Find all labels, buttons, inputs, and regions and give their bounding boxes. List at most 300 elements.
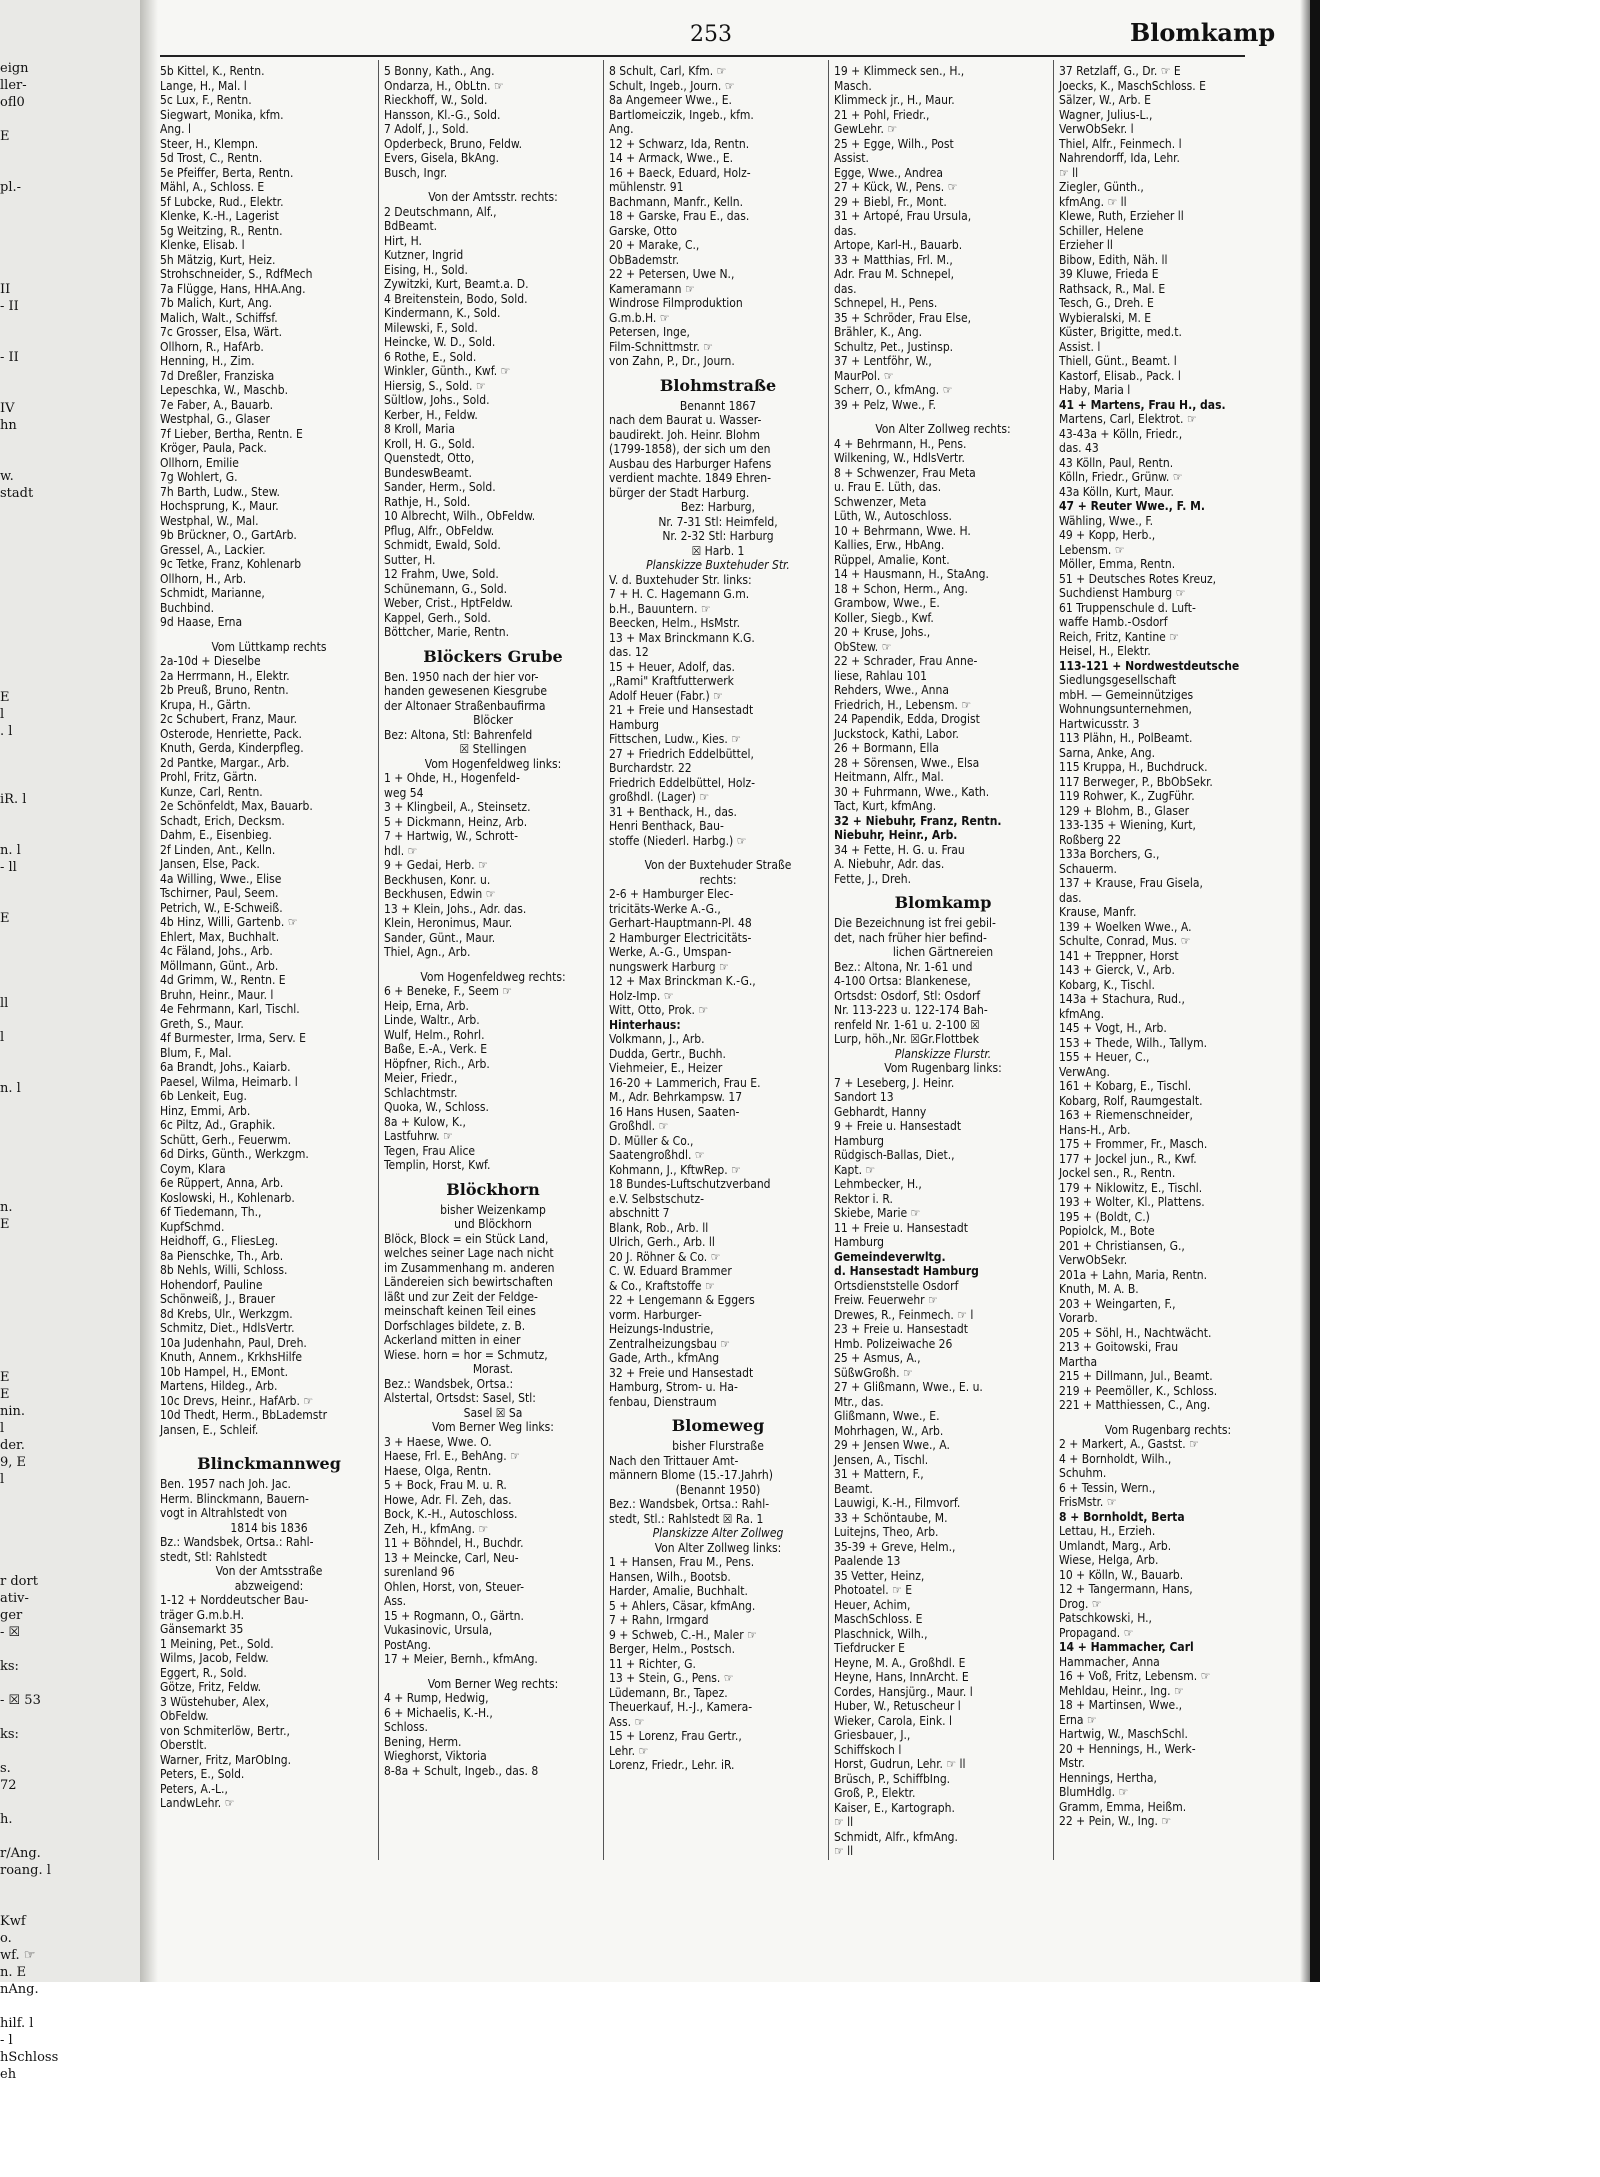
directory-entry-line: 20 + Hennings, H., Werk- xyxy=(1059,1741,1196,1756)
gutter-text-fragment: E xyxy=(0,911,10,926)
gutter-text-fragment xyxy=(0,230,140,247)
directory-entry-line: D. Müller & Co., xyxy=(609,1133,694,1148)
directory-entry-line: 29 + Jensen Wwe., A. xyxy=(834,1438,950,1452)
directory-entry-line: Hinz, Emmi, Arb. xyxy=(160,1103,251,1118)
directory-entry-line: und Blöckhorn xyxy=(454,1217,532,1231)
directory-entry-line: 2d Pantke, Margar., Arb. xyxy=(160,755,290,770)
directory-entry-line: 2e Schönfeldt, Max, Bauarb. xyxy=(160,799,313,813)
directory-entry-line: 9c Tetke, Franz, Kohlenarb xyxy=(160,557,302,571)
directory-entry-line: Nr. 2-32 Stl: Harburg xyxy=(662,529,774,543)
gutter-text-fragment: w. xyxy=(0,469,14,484)
gutter-text-fragment xyxy=(0,315,140,332)
gutter-text-fragment: eign xyxy=(0,61,29,76)
street-heading: Blöckhorn xyxy=(446,1179,540,1199)
gutter-text-fragment xyxy=(0,264,140,281)
directory-entry-line: stedt, Stl: Rahlstedt xyxy=(160,1549,267,1564)
directory-entry-line: Prohl, Fritz, Gärtn. xyxy=(160,770,258,784)
directory-entry-line: Dahm, E., Eisenbieg. xyxy=(160,828,272,842)
directory-entry-line: 20 J. Röhner & Co. ☞ xyxy=(609,1249,721,1264)
directory-entry-line: Wieghorst, Viktoria xyxy=(384,1749,487,1763)
directory-entry-line: Westphal, W., Mal. xyxy=(160,513,259,528)
directory-entry-line: ObFeldw. xyxy=(160,1709,209,1723)
directory-entry-line: Martens, Hildeg., Arb. xyxy=(160,1379,278,1393)
directory-entry-line: Theuerkauf, H.-J., Kamera- xyxy=(609,1700,753,1714)
gutter-text-fragment xyxy=(0,1250,140,1267)
directory-entry-line: Vom Berner Weg rechts: xyxy=(427,1676,559,1691)
gutter-text-fragment xyxy=(0,1046,140,1063)
directory-entry-line: hdl. ☞ xyxy=(384,843,418,858)
directory-entry-line: Beckhusen, Konr. u. xyxy=(384,872,491,887)
gutter-text-fragment: nin. xyxy=(0,1404,26,1419)
directory-entry-line: 18 + Martinsen, Wwe., xyxy=(1059,1698,1183,1712)
directory-entry-line: Schütt, Gerh., Feuerwm. xyxy=(160,1132,292,1147)
gutter-text-fragment xyxy=(0,1233,140,1250)
directory-entry-line: Bartlomeiczik, Ingeb., kfm. xyxy=(609,107,754,122)
directory-entry-line: Ang. l xyxy=(160,122,191,136)
directory-entry-line: Kindermann, K., Sold. xyxy=(384,306,501,320)
spacer xyxy=(609,848,827,858)
directory-entry-line: Huber, W., Retuscheur l xyxy=(834,1699,961,1713)
directory-entry-line: rechts: xyxy=(699,872,737,887)
directory-entry-line: Heip, Erna, Arb. xyxy=(384,998,469,1013)
directory-entry-line: Ausbau des Harburger Hafens xyxy=(609,456,772,471)
directory-entry-line: Dorfschlages bildete, z. B. xyxy=(384,1318,526,1333)
directory-entry-line: 8b Nehls, Willi, Schloss. xyxy=(160,1263,288,1277)
directory-entry-line: Wähling, Wwe., F. xyxy=(1059,513,1154,528)
directory-entry-line: V. d. Buxtehuder Str. links: xyxy=(609,572,752,587)
directory-entry-line: Sarna, Anke, Ang. xyxy=(1059,745,1156,760)
directory-entry-line: Tegen, Frau Alice xyxy=(384,1143,476,1158)
directory-entry-line: Wohnungsunternehmen, xyxy=(1059,702,1192,716)
directory-entry-line: Howe, Adr. Fl. Zeh, das. xyxy=(384,1492,512,1507)
directory-entry-line: Schulte, Conrad, Mus. ☞ xyxy=(1059,934,1191,948)
directory-entry-line: 35-39 + Greve, Helm., xyxy=(834,1539,956,1554)
gutter-text-fragment xyxy=(0,1165,140,1182)
directory-entry-line: 28 + Sörensen, Wwe., Elsa xyxy=(834,755,980,770)
directory-entry-line: 4e Fehrmann, Karl, Tischl. xyxy=(160,1002,300,1016)
gutter-text-fragment: hSchloss xyxy=(0,2050,59,2065)
gutter-text-fragment xyxy=(0,366,140,383)
directory-entry-line: Freiw. Feuerwehr ☞ xyxy=(834,1293,938,1307)
directory-entry-line: 39 + Pelz, Wwe., F. xyxy=(834,397,937,412)
directory-entry-line: Hansen, Wilh., Bootsb. xyxy=(609,1569,731,1584)
directory-entry-line: Warner, Fritz, MarObIng. xyxy=(160,1752,292,1767)
directory-entry-line: Möller, Emma, Rentn. xyxy=(1059,557,1176,571)
directory-entry-line: Wiese. horn = hor = Schmutz, xyxy=(384,1347,548,1362)
directory-entry-line: 12 + Schwarz, Ida, Rentn. xyxy=(609,136,750,151)
directory-entry-line: Ortsdienststelle Osdorf xyxy=(834,1278,959,1293)
directory-entry-line: 10 Albrecht, Wilh., ObFeldw. xyxy=(384,509,536,523)
directory-entry-line: 11 + Böhndel, H., Buchdr. xyxy=(384,1536,524,1550)
directory-entry-line: 11 + Freie u. Hansestadt xyxy=(834,1220,968,1235)
directory-entry-line: 213 + Goitowski, Frau xyxy=(1059,1340,1179,1354)
gutter-text-fragment xyxy=(0,672,140,689)
directory-entry-line: Mtr., das. xyxy=(834,1394,884,1409)
directory-entry-line: 139 + Woelken Wwe., A. xyxy=(1059,919,1192,934)
directory-entry-line: Bachmann, Manfr., Kelln. xyxy=(609,194,744,209)
directory-entry-line: 13 + Max Brinckmann K.G. xyxy=(609,630,755,645)
gutter-text-fragment xyxy=(0,1556,140,1573)
directory-entry-line: Gemeindeverwltg. xyxy=(834,1249,946,1264)
directory-entry-line: 5d Trost, C., Rentn. xyxy=(160,151,263,165)
directory-entry-line: Tact, Kurt, kfmAng. xyxy=(834,799,937,813)
directory-entry-line: ☞ ll xyxy=(1059,165,1079,180)
directory-entry-line: Blum, F., Mal. xyxy=(160,1045,232,1060)
directory-entry-line: fenbau, Dienstraum xyxy=(609,1394,717,1409)
directory-entry-line: Hartwicusstr. 3 xyxy=(1059,716,1140,731)
directory-entry-line: Krupa, H., Gärtn. xyxy=(160,697,251,712)
directory-entry-line: Sander, Herm., Sold. xyxy=(384,480,496,494)
directory-entry-line: 9 + Schweb, C.-H., Maler ☞ xyxy=(609,1627,757,1642)
directory-entry-line: Petrich, W., E-Schweiß. xyxy=(160,900,283,915)
directory-entry-line: welches seiner Lage nach nicht xyxy=(384,1246,554,1260)
directory-entry-line: Lepeschka, W., Maschb. xyxy=(160,383,289,397)
gutter-text-fragment: ller- xyxy=(0,78,27,93)
directory-entry-line: Linde, Waltr., Arb. xyxy=(384,1013,480,1027)
directory-entry-line: Schult, Ingeb., Journ. ☞ xyxy=(609,78,735,93)
directory-entry-line: VerwAng. xyxy=(1059,1064,1110,1079)
gutter-text-fragment: E xyxy=(0,129,10,144)
gutter-text-fragment: l xyxy=(0,1472,5,1487)
directory-entry-line: meinschaft keinen Teil eines xyxy=(384,1304,536,1318)
directory-entry-line: Drog. ☞ xyxy=(1059,1596,1102,1611)
directory-entry-line: 43-43a + Kölln, Friedr., xyxy=(1059,426,1183,441)
directory-entry-line: 5g Weitzing, R., Rentn. xyxy=(160,223,283,238)
directory-entry-line: 115 Kruppa, H., Buchdruck. xyxy=(1059,760,1208,774)
gutter-text-fragment xyxy=(0,587,140,604)
directory-entry-line: 6 + Tessin, Wern., xyxy=(1059,1480,1156,1495)
directory-entry-line: Schmidt, Marianne, xyxy=(160,586,265,600)
directory-entry-line: Herm. Blinckmann, Bauern- xyxy=(160,1491,309,1506)
directory-entry-line: 7 + Hartwig, W., Schrott- xyxy=(384,829,519,843)
directory-entry-line: 1-12 + Norddeutscher Bau- xyxy=(160,1593,309,1607)
directory-entry-line: Bez: Altona, Stl: Bahrenfeld xyxy=(384,727,533,742)
directory-entry-line: 16 + Voß, Fritz, Lebensm. ☞ xyxy=(1059,1669,1211,1683)
directory-entry-line: M., Adr. Behrkampsw. 17 xyxy=(609,1090,743,1104)
directory-entry-line: Photoatel. ☞ E xyxy=(834,1583,913,1597)
directory-entry-line: Garske, Otto xyxy=(609,223,677,238)
directory-entry-line: 26 + Bormann, Ella xyxy=(834,741,939,755)
directory-entry-line: 47 + Reuter Wwe., F. M. xyxy=(1059,499,1205,513)
directory-entry-line: Petersen, Inge, xyxy=(609,325,690,339)
directory-entry-line: Ollhorn, H., Arb. xyxy=(160,571,247,586)
gutter-text-fragment xyxy=(0,1182,140,1199)
directory-entry-line: Henning, H., Zim. xyxy=(160,354,255,368)
street-heading: Blomeweg xyxy=(671,1416,765,1435)
directory-entry-line: 27 + Friedrich Eddelbüttel, xyxy=(609,746,754,761)
directory-entry-line: Greth, S., Maur. xyxy=(160,1016,244,1031)
gutter-text-fragment xyxy=(0,978,140,995)
directory-entry-line: Siedlungsgesellschaft xyxy=(1059,673,1177,687)
directory-entry-line: 1 Meining, Pet., Sold. xyxy=(160,1636,274,1651)
directory-entry-line: Blöck, Block = ein Stück Land, xyxy=(384,1231,549,1246)
directory-entry-line: Hamburg xyxy=(834,1235,885,1249)
gutter-text-fragment: n. E xyxy=(0,1965,27,1980)
directory-entry-line: 6a Brandt, Johs., Kaiarb. xyxy=(160,1060,291,1074)
gutter-text-fragment xyxy=(0,1488,140,1505)
directory-entry-line: bisher Weizenkamp xyxy=(440,1202,546,1217)
directory-entry-line: Martens, Carl, Elektrot. ☞ xyxy=(1059,412,1197,426)
directory-entry-line: Strohschneider, S., RdfMech xyxy=(160,267,313,281)
directory-entry-line: 3 + Klingbeil, A., Steinsetz. xyxy=(384,800,531,814)
directory-entry-line: Friedrich Eddelbüttel, Holz- xyxy=(609,775,756,790)
directory-entry-line: Lorenz, Friedr., Lehr. iR. xyxy=(609,1758,735,1772)
directory-entry-line: Die Bezeichnung ist frei gebil- xyxy=(834,916,996,930)
spacer xyxy=(384,180,602,190)
gutter-text-fragment: IV xyxy=(0,401,15,416)
directory-entry-line: Friedrich, H., Lebensm. ☞ xyxy=(834,697,972,712)
street-heading: Blinckmannweg xyxy=(197,1454,341,1473)
directory-entry-line: 3 Wüstehuber, Alex, xyxy=(160,1694,269,1709)
directory-entry-line: abzweigend: xyxy=(234,1578,304,1593)
gutter-text-fragment: ger xyxy=(0,1608,23,1623)
directory-entry-line: Westphal, G., Glaser xyxy=(160,412,270,426)
directory-entry-line: 13 + Meincke, Carl, Neu- xyxy=(384,1550,519,1565)
directory-entry-line: 10 + Behrmann, Wwe. H. xyxy=(834,523,971,538)
directory-entry-line: verdient machte. 1849 Ehren- xyxy=(609,471,772,485)
directory-entry-line: Koslowski, H., Kohlenarb. xyxy=(160,1190,295,1205)
gutter-text-fragment: 9, E xyxy=(0,1455,27,1470)
directory-entry-line: Erna ☞ xyxy=(1059,1712,1097,1727)
directory-entry-line: Vom Hogenfeldweg links: xyxy=(424,756,562,771)
directory-entry-line: Kastorf, Elisab., Pack. l xyxy=(1059,368,1181,383)
directory-entry-line: Steer, H., Klempn. xyxy=(160,136,259,151)
directory-entry-line: 31 + Mattern, F., xyxy=(834,1467,924,1481)
directory-entry-line: MaschSchloss. E xyxy=(834,1612,923,1626)
directory-entry-line: nungswerk Harburg ☞ xyxy=(609,959,729,974)
directory-entry-line: Propagand. ☞ xyxy=(1059,1625,1134,1640)
directory-entry-line: Harder, Amalie, Buchhalt. xyxy=(609,1584,748,1598)
gutter-text-fragment: l xyxy=(0,1421,5,1436)
gutter-text-fragment: o. xyxy=(0,1931,12,1946)
directory-entry-line: Vorarb. xyxy=(1059,1311,1098,1325)
directory-entry-line: Heidhoff, G., FliesLeg. xyxy=(160,1234,279,1248)
directory-entry-line: Viehmeier, E., Heizer xyxy=(609,1061,723,1075)
gutter-text-fragment xyxy=(0,162,140,179)
directory-entry-line: Martha xyxy=(1059,1354,1098,1369)
directory-entry-line: Baße, E.-A., Verk. E xyxy=(384,1042,488,1056)
gutter-text-fragment: E xyxy=(0,1217,10,1232)
directory-entry-line: 205 + Söhl, H., Nachtwächt. xyxy=(1059,1325,1212,1340)
directory-entry-line: Blöcker xyxy=(473,713,513,727)
directory-entry-line: Hohendorf, Pauline xyxy=(160,1277,263,1292)
directory-entry-line: Kroll, H. G., Sold. xyxy=(384,436,475,451)
directory-entry-line: Kunze, Carl, Rentn. xyxy=(160,784,263,799)
directory-entry-line: Vom Lüttkamp rechts xyxy=(211,639,327,654)
directory-column-2 xyxy=(384,64,602,1778)
gutter-text-fragment xyxy=(0,1828,140,1845)
directory-entry-line: Planskizze Alter Zollweg xyxy=(652,1526,784,1540)
directory-entry-line: Hirt, H. xyxy=(384,233,422,248)
directory-entry-line: Drewes, R., Feinmech. ☞ l xyxy=(834,1307,974,1322)
street-heading: Blomkamp xyxy=(894,893,992,912)
directory-entry-line: liese, Rahlau 101 xyxy=(834,668,927,683)
running-head: Blomkamp xyxy=(1130,18,1276,47)
directory-entry-line: Rüppel, Amalie, Kont. xyxy=(834,552,950,567)
gutter-text-fragment: - ☒ 53 xyxy=(0,1693,41,1708)
directory-entry-line: Roßberg 22 xyxy=(1059,832,1122,847)
gutter-text-fragment: Kwf xyxy=(0,1914,26,1929)
directory-entry-line: 5 + Bock, Frau M. u. R. xyxy=(384,1478,507,1492)
directory-entry-line: Eising, H., Sold. xyxy=(384,262,468,277)
directory-entry-line: Ass. ☞ xyxy=(609,1714,645,1729)
directory-entry-line: Jockel sen., R., Rentn. xyxy=(1059,1166,1176,1180)
directory-entry-line: Rüdgisch-Ballas, Diet., xyxy=(834,1148,955,1162)
directory-entry-line: Rektor i. R. xyxy=(834,1191,893,1206)
directory-entry-line: Windrose Filmproduktion xyxy=(609,296,743,310)
directory-entry-line: 10 + Kölln, W., Bauarb. xyxy=(1059,1567,1184,1582)
gutter-text-fragment: II xyxy=(0,282,11,297)
street-heading: Blohmstraße xyxy=(659,375,777,395)
gutter-text-fragment xyxy=(0,1505,140,1522)
directory-entry-line: Malich, Walt., Schiffsf. xyxy=(160,310,278,325)
gutter-text-fragment xyxy=(0,961,140,978)
directory-entry-line: Schadt, Erich, Decksm. xyxy=(160,813,285,828)
directory-entry-line: 155 + Heuer, C., xyxy=(1059,1050,1150,1064)
directory-entry-line: Masch. xyxy=(834,78,872,93)
directory-entry-line: Schuhm. xyxy=(1059,1466,1107,1480)
directory-entry-line: 22 + Petersen, Uwe N., xyxy=(609,267,735,281)
directory-entry-line: Von der Amtsstraße xyxy=(215,1564,323,1578)
gutter-text-fragment: l xyxy=(0,707,5,722)
directory-entry-line: Schünemann, G., Sold. xyxy=(384,581,508,596)
directory-entry-line: 21 + Freie und Hansestadt xyxy=(609,703,754,717)
directory-entry-line: Morast. xyxy=(472,1362,514,1376)
directory-entry-line: 201a + Lahn, Maria, Rentn. xyxy=(1059,1267,1208,1282)
directory-entry-line: Schmidt, Ewald, Sold. xyxy=(384,538,501,552)
gutter-text-fragment xyxy=(0,570,140,587)
directory-entry-line: 1814 bis 1836 xyxy=(230,1520,308,1535)
directory-entry-line: 32 + Niebuhr, Franz, Rentn. xyxy=(834,813,1002,828)
directory-entry-line: männern Blome (15.-17.Jahrh) xyxy=(609,1468,773,1482)
directory-entry-line: A. Niebuhr, Adr. das. xyxy=(834,857,945,871)
directory-entry-line: 5 + Dickmann, Heinz, Arb. xyxy=(384,814,528,829)
directory-column-4 xyxy=(834,64,1052,1859)
gutter-text-fragment: ll xyxy=(0,996,9,1011)
directory-entry-line: Volkmann, J., Arb. xyxy=(609,1032,705,1046)
directory-entry-line: b.H., Bauuntern. ☞ xyxy=(609,601,711,616)
gutter-text-fragment xyxy=(0,1284,140,1301)
directory-entry-line: Ulrich, Gerh., Arb. ll xyxy=(609,1235,715,1249)
directory-entry-line: Skiebe, Marie ☞ xyxy=(834,1206,921,1220)
directory-entry-line: 7f Lieber, Bertha, Rentn. E xyxy=(160,426,303,441)
directory-entry-line: Kutzner, Ingrid xyxy=(384,248,464,262)
directory-entry-line: Schlachtmstr. xyxy=(384,1085,458,1100)
directory-entry-line: 21 + Pohl, Friedr., xyxy=(834,107,930,122)
gutter-text-fragment xyxy=(0,519,140,536)
gutter-text-fragment xyxy=(0,1148,140,1165)
directory-entry-line: Kröger, Paula, Pack. xyxy=(160,441,267,455)
gutter-text-fragment xyxy=(0,621,140,638)
directory-entry-line: 18 + Garske, Frau E., das. xyxy=(609,209,750,223)
directory-entry-line: Coym, Klara xyxy=(160,1161,226,1176)
directory-entry-line: Kameramann ☞ xyxy=(609,281,695,296)
directory-entry-line: 14 + Hammacher, Carl xyxy=(1059,1640,1194,1654)
directory-entry-line: 143a + Stachura, Rud., xyxy=(1059,992,1185,1006)
directory-entry-line: Heuer, Achim, xyxy=(834,1597,911,1612)
directory-entry-line: Eggert, R., Sold. xyxy=(160,1665,247,1680)
directory-entry-line: Paesel, Wilma, Heimarb. l xyxy=(160,1074,298,1089)
directory-entry-line: Haese, Olga, Rentn. xyxy=(384,1463,492,1478)
gutter-text-fragment xyxy=(0,808,140,825)
gutter-text-fragment: iR. l xyxy=(0,792,27,807)
directory-entry-line: Jansen, E., Schleif. xyxy=(160,1422,259,1437)
gutter-text-fragment: roang. l xyxy=(0,1863,51,1878)
directory-entry-line: Kaiser, E., Kartograph. xyxy=(834,1800,955,1815)
directory-entry-line: 22 + Lengemann & Eggers xyxy=(609,1293,755,1307)
directory-entry-line: 17 + Meier, Bernh., kfmAng. xyxy=(384,1652,538,1666)
directory-entry-line: ObStew. ☞ xyxy=(834,639,892,654)
directory-entry-line: Von der Amtsstr. rechts: xyxy=(428,190,558,204)
directory-entry-line: 137 + Krause, Frau Gisela, xyxy=(1059,876,1203,890)
directory-entry-line: 7 Adolf, J., Sold. xyxy=(384,122,469,136)
directory-entry-line: Klenke, K.-H., Lagerist xyxy=(160,209,279,223)
directory-entry-line: 5e Pfeiffer, Berta, Rentn. xyxy=(160,165,294,180)
directory-entry-line: 12 Frahm, Uwe, Sold. xyxy=(384,567,499,581)
directory-entry-line: Nahrendorff, Ida, Lehr. xyxy=(1059,151,1180,165)
directory-entry-line: Saatengroßhdl. ☞ xyxy=(609,1148,705,1162)
directory-entry-line: Kohmann, J., KftwRep. ☞ xyxy=(609,1162,741,1177)
directory-entry-line: Schiller, Helene xyxy=(1059,223,1144,238)
directory-entry-line: Bruhn, Heinr., Maur. l xyxy=(160,987,274,1002)
directory-entry-line: Glißmann, Wwe., E. xyxy=(834,1409,940,1423)
gutter-text-fragment xyxy=(0,655,140,672)
directory-entry-line: Schiffskoch l xyxy=(834,1742,902,1757)
directory-entry-line: Ben. 1957 nach Joh. Jac. xyxy=(160,1477,291,1491)
gutter-text-fragment xyxy=(0,876,140,893)
directory-entry-line: Vom Berner Weg links: xyxy=(432,1420,554,1434)
directory-entry-line: Höpfner, Rich., Arb. xyxy=(384,1056,490,1071)
directory-entry-line: 2a-10d + Dieselbe xyxy=(160,654,261,668)
directory-entry-line: Templin, Horst, Kwf. xyxy=(384,1158,491,1172)
directory-entry-line: stoffe (Niederl. Harbg.) ☞ xyxy=(609,833,747,848)
directory-entry-line: Böttcher, Marie, Rentn. xyxy=(384,625,510,639)
gutter-text-fragment: r/Ang. xyxy=(0,1846,41,1861)
spacer xyxy=(160,630,378,640)
directory-entry-line: Hans-H., Arb. xyxy=(1059,1122,1131,1137)
directory-entry-line: det, nach früher hier befind- xyxy=(834,930,987,945)
directory-entry-line: Hennings, Hertha, xyxy=(1059,1770,1157,1785)
gutter-text-fragment xyxy=(0,893,140,910)
page-number: 253 xyxy=(690,22,732,47)
directory-entry-line: Lauwigi, K.-H., Filmvorf. xyxy=(834,1496,961,1510)
directory-entry-line: 31 + Benthack, H., das. xyxy=(609,804,737,819)
gutter-text-fragment xyxy=(0,774,140,791)
directory-entry-line: 43a Kölln, Kurt, Maur. xyxy=(1059,484,1174,499)
directory-entry-line: 20 + Kruse, Johs., xyxy=(834,625,931,639)
spacer xyxy=(384,960,602,970)
directory-entry-line: 16-20 + Lammerich, Frau E. xyxy=(609,1075,761,1090)
directory-entry-line: 49 + Kopp, Herb., xyxy=(1059,528,1156,542)
directory-entry-line: Luitejns, Theo, Arb. xyxy=(834,1525,939,1539)
directory-entry-line: Werke, A.-G., Umspan- xyxy=(609,945,732,959)
directory-entry-line: Film-Schnittmstr. ☞ xyxy=(609,339,713,354)
gutter-text-fragment: - ☒ xyxy=(0,1625,21,1640)
gutter-text-fragment xyxy=(0,1012,140,1029)
directory-entry-line: C. W. Eduard Brammer xyxy=(609,1264,732,1278)
directory-entry-line: Oberstlt. xyxy=(160,1738,207,1752)
directory-entry-line: 179 + Niklowitz, E., Tischl. xyxy=(1059,1180,1203,1195)
directory-entry-line: ObBademstr. xyxy=(609,252,680,267)
directory-entry-line: Lurp, höh.,Nr. ☒Gr.Flottbek xyxy=(834,1032,980,1046)
gutter-text-fragment xyxy=(0,145,140,162)
directory-entry-line: Gebhardt, Hanny xyxy=(834,1104,927,1119)
directory-entry-line: Ziegler, Günth., xyxy=(1059,180,1144,194)
gutter-fragments xyxy=(0,60,140,2083)
directory-entry-line: läßt und zur Zeit der Feldge- xyxy=(384,1289,538,1304)
directory-entry-line: 39 Kluwe, Frieda E xyxy=(1059,267,1159,281)
gutter-text-fragment: n. l xyxy=(0,1081,21,1096)
